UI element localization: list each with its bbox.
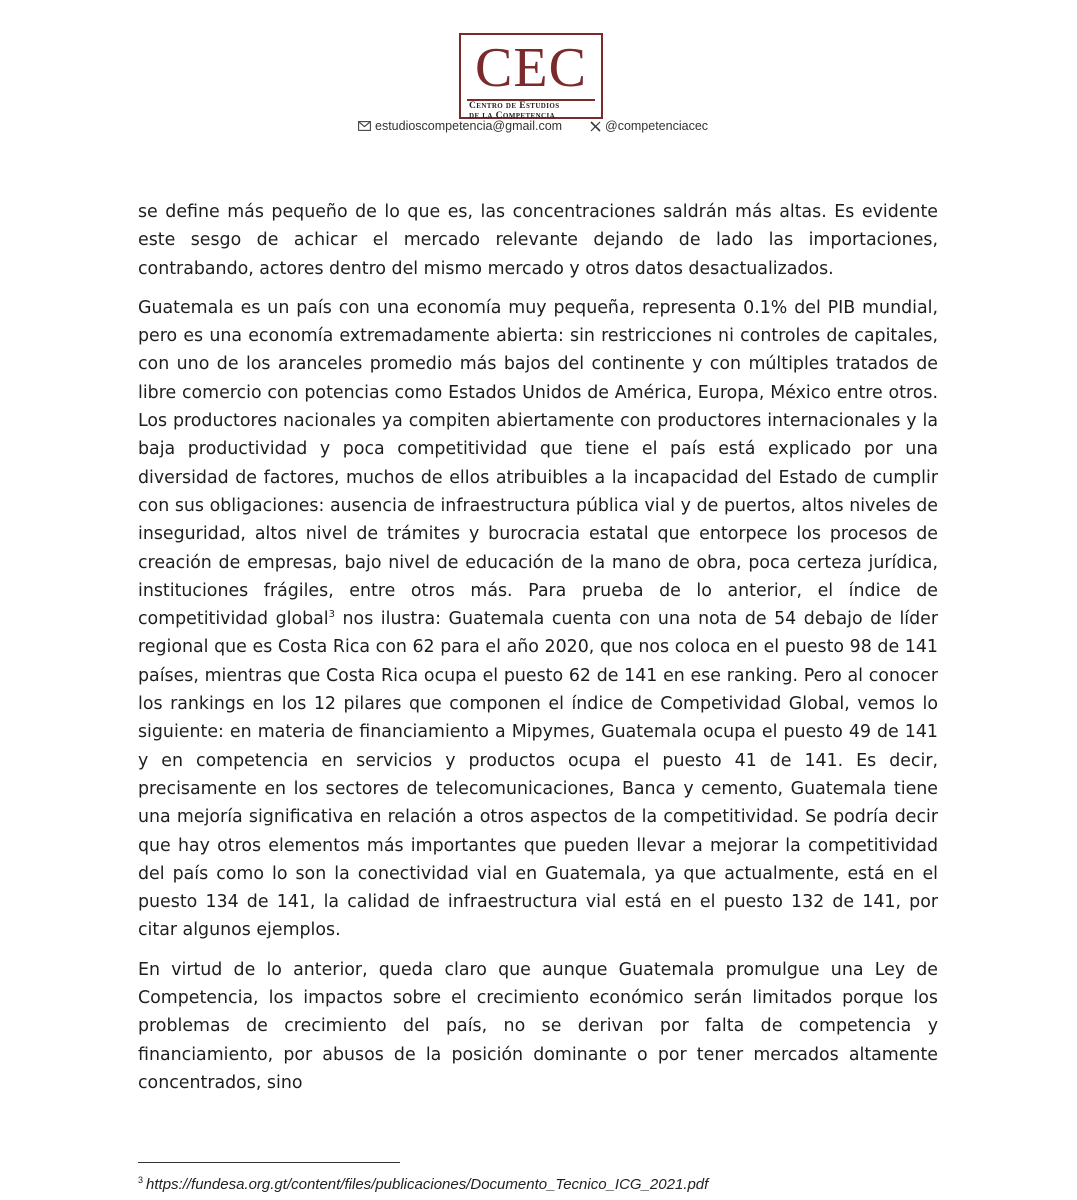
paragraph-3: En virtud de lo anterior, queda claro que aunque Guatemala promulgue una Ley de Competencia, los impactos sobre el crecimiento económico serán limitados porque los problemas de crecimiento del país, no se derivan por falta de competencia y financiamiento, por abusos de la posición dominante o por tener mercados altamente concentrados, sino — [138, 959, 938, 1093]
paragraph-1: se define más pequeño de lo que es, las concentraciones saldrán más altas. Es evidente este sesgo de achicar el mercado relevante dejando de lado las importaciones, contrabando, actores dentro del mismo mercado y otros datos desactualizados. — [138, 202, 938, 279]
footnote — [138, 1176, 708, 1194]
contact-twitter[interactable] — [590, 119, 708, 133]
envelope-icon — [358, 121, 371, 131]
footnote-reference[interactable]: 3 — [328, 609, 335, 621]
letterhead — [0, 0, 1077, 150]
contact-email[interactable] — [358, 119, 562, 133]
document-body — [138, 198, 938, 1097]
x-logo-icon — [590, 121, 601, 132]
logo-subtitle — [469, 101, 597, 121]
logo-subtitle-line2: de la Competencia — [469, 111, 556, 121]
logo-subtitle-line1: Centro de Estudios — [469, 101, 560, 111]
paragraph-2-part-b: nos ilustra: Guatemala cuenta con una nota de 54 debajo de líder regional que es Costa Rica con 62 para el año 2020, que nos coloca en el puesto 98 de 141 países, mientras que Costa Rica ocupa el puesto 62 de 141 en ese ranking. Pero al conocer los rankings en los 12 pilares que componen el índice de Competividad Global, vemos lo siguiente: en materia de financiamiento a Mipymes, Guatemala ocupa el puesto 49 de 141 y en competencia en servicios y productos ocupa el puesto 41 de 141. Es decir, precisamente en los sectores de telecomunicaciones, Banca y cemento, Guatemala tiene una mejoría significativa en relación a otros aspectos de la competitividad. Se podría decir que hay otros elementos más importantes que pueden llevar a mejorar la competitividad del país como lo son la conectividad vial en Guatemala, ya que actualmente, está en el puesto 134 de 141, la calidad de infraestructura vial está en el puesto 132 de 141, por citar algunos ejemplos. — [138, 609, 939, 941]
email-text: estudioscompetencia@gmail.com — [375, 119, 563, 133]
logo-text: CEC — [475, 37, 587, 99]
paragraph-2 — [138, 294, 938, 945]
footnote-number: 3 — [138, 1175, 144, 1185]
contact-row — [0, 119, 1077, 135]
footnote-divider — [138, 1162, 400, 1163]
twitter-handle: @competenciacec — [605, 119, 709, 133]
cec-logo — [459, 33, 603, 119]
paragraph-2-part-a: Guatemala es un país con una economía muy pequeña, representa 0.1% del PIB mundial, pero es una economía extremadamente abierta: sin restricciones ni controles de capitales, con uno de los aranceles promedio más bajos del continente y con múltiples tratados de libre comercio con potencias como Estados Unidos de América, Europa, México entre otros. Los productores nacionales ya compiten abiertamente con productores internacionales y la baja productividad y poca competitividad que tiene el país está explicado por una diversidad de factores, muchos de ellos atribuibles a la incapacidad del Estado de cumplir con sus obligaciones: ausencia de infraestructura pública vial y de puertos, altos niveles de inseguridad, altos nivel de trámites y burocracia estatal que entorpece los procesos de creación de empresas, bajo nivel de educación de la mano de obra, poca certeza jurídica, instituciones frágiles, entre otros más. Para prueba de lo anterior, el índice de competitividad global — [138, 297, 938, 630]
footnote-link[interactable]: https://fundesa.org.gt/content/files/publicaciones/Documento_Tecnico_ICG_2021.pdf — [146, 1176, 709, 1193]
